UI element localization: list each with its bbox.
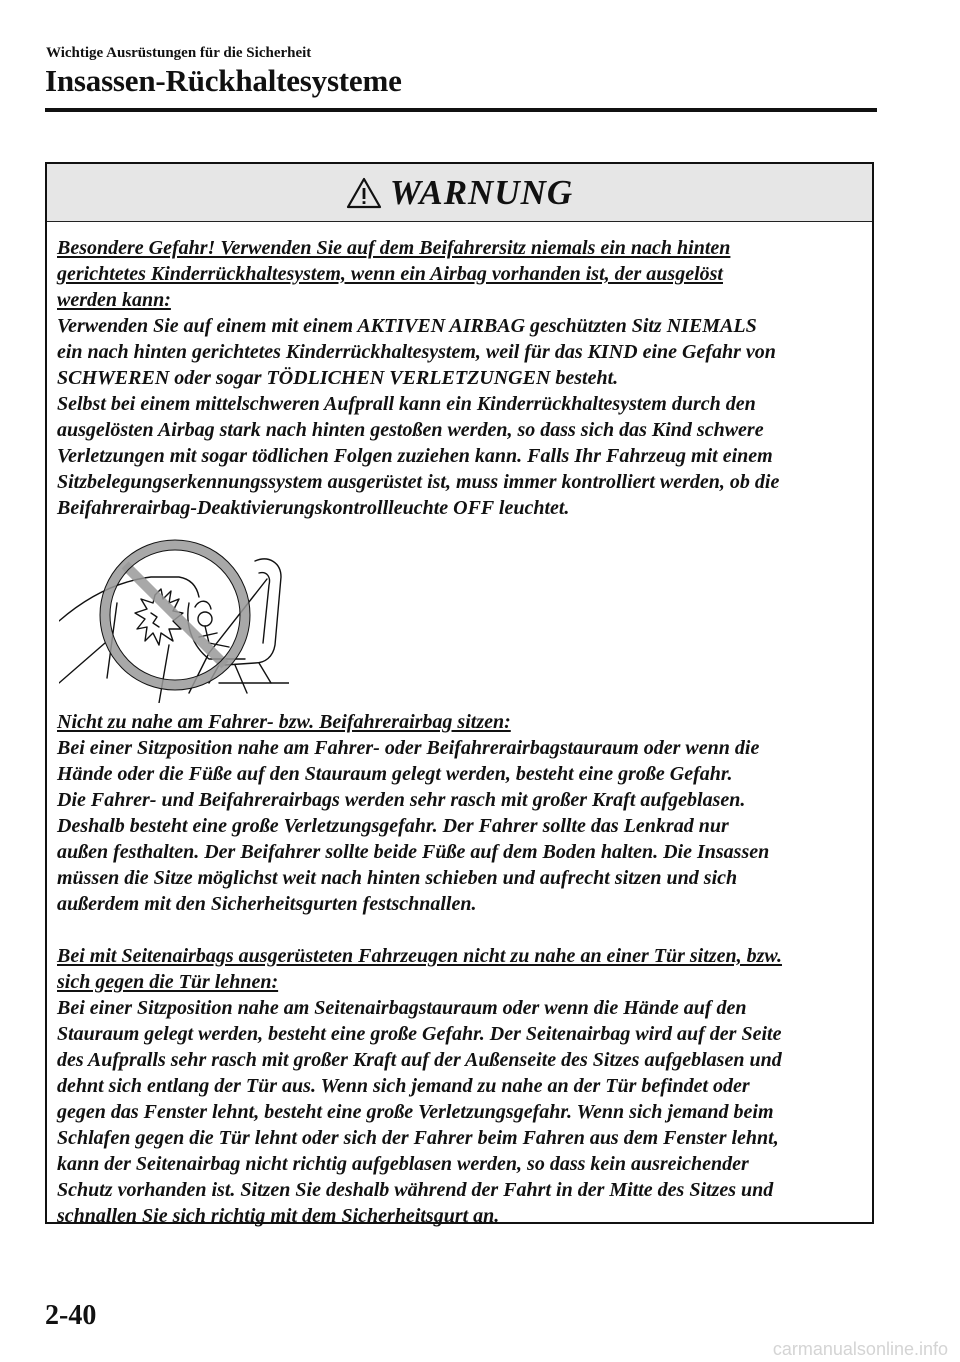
illustration-area [57, 521, 869, 709]
warning-box [45, 162, 874, 1227]
warning-heading-rear-facing-2: gerichtetes Kinderrückhaltesystem, wenn ein Airbag vorhanden ist, der ausgelöst [57, 263, 723, 285]
paragraph-line: schnallen Sie sich richtig mit dem Sicherheitsgurt an. [57, 1205, 500, 1227]
footer-watermark: carmanualsonline.info [772, 1339, 948, 1359]
page-number: 2-40 [45, 1300, 97, 1331]
warning-triangle-icon [346, 177, 382, 209]
paragraph-line: müssen die Sitze möglichst weit nach hinten schieben und aufrecht sitzen und sich [57, 867, 738, 889]
warning-heading-side-airbag-2: sich gegen die Tür lehnen: [57, 971, 279, 993]
paragraph-line: SCHWEREN oder sogar TÖDLICHEN VERLETZUNGEN besteht. [57, 367, 619, 389]
paragraph-line: Schlafen gegen die Tür lehnt oder sich der Fahrer beim Fahren aus dem Fenster lehnt, [57, 1127, 779, 1149]
page-title: Insassen-Rückhaltesysteme [45, 63, 402, 98]
warning-heading-rear-facing-1: Besondere Gefahr! Verwenden Sie auf dem Beifahrersitz niemals ein nach hinten [57, 237, 731, 259]
paragraph-line: kann der Seitenairbag nicht richtig aufgeblasen werden, so dass kein ausreichender [57, 1153, 749, 1175]
warning-title: WARNUNG [389, 173, 574, 212]
paragraph-line: Deshalb besteht eine große Verletzungsgefahr. Der Fahrer sollte das Lenkrad nur [57, 815, 729, 837]
paragraph-gap [57, 917, 869, 943]
paragraph-line: außen festhalten. Der Beifahrer sollte beide Füße auf dem Boden halten. Die Insassen [57, 841, 770, 863]
paragraph-line: Schutz vorhanden ist. Sitzen Sie deshalb während der Fahrt in der Mitte des Sitzes und [57, 1179, 774, 1201]
paragraph-line: des Aufpralls sehr rasch mit großer Kraft auf der Außenseite des Sitzes aufgeblasen und [57, 1049, 782, 1071]
paragraph-line: dehnt sich entlang der Tür aus. Wenn sich jemand zu nahe an der Tür befindet oder [57, 1075, 750, 1097]
paragraph-line: Verletzungen mit sogar tödlichen Folgen zuziehen kann. Falls Ihr Fahrzeug mit einem [57, 445, 773, 467]
paragraph-line: Verwenden Sie auf einem mit einem AKTIVEN AIRBAG geschützten Sitz NIEMALS [57, 315, 757, 337]
paragraph-line: Die Fahrer- und Beifahrerairbags werden sehr rasch mit großer Kraft aufgeblasen. [57, 789, 746, 811]
warning-body [57, 235, 869, 1229]
warning-heading-airbag-distance: Nicht zu nahe am Fahrer- bzw. Beifahrerairbag sitzen: [57, 711, 511, 733]
paragraph-line: Sitzbelegungserkennungssystem ausgerüstet ist, muss immer kontrolliert werden, ob die [57, 471, 780, 493]
paragraph-line: Bei einer Sitzposition nahe am Seitenairbagstauraum oder wenn die Hände auf den [57, 997, 747, 1019]
warning-heading-rear-facing-3: werden kann: [57, 289, 171, 311]
paragraph-line: Hände oder die Füße auf den Stauraum gelegt werden, besteht eine große Gefahr. [57, 763, 733, 785]
title-divider [45, 108, 877, 112]
paragraph-line: Selbst bei einem mittelschweren Aufprall kann ein Kinderrückhaltesystem durch den [57, 393, 756, 415]
section-label: Wichtige Ausrüstungen für die Sicherheit [46, 45, 312, 61]
rear-facing-child-seat-prohibited-illustration [59, 533, 289, 703]
paragraph-line: ein nach hinten gerichtetes Kinderrückhaltesystem, weil für das KIND eine Gefahr von [57, 341, 776, 363]
paragraph-line: Bei einer Sitzposition nahe am Fahrer- oder Beifahrerairbagstauraum oder wenn die [57, 737, 760, 759]
warning-heading-side-airbag-1: Bei mit Seitenairbags ausgerüsteten Fahrzeugen nicht zu nahe an einer Tür sitzen, bzw. [57, 945, 782, 967]
paragraph-line: Stauraum gelegt werden, besteht eine große Gefahr. Der Seitenairbag wird auf der Seite [57, 1023, 782, 1045]
warning-header [47, 164, 872, 222]
paragraph-line: ausgelösten Airbag stark nach hinten gestoßen werden, so dass sich das Kind schwere [57, 419, 764, 441]
paragraph-line: Beifahrerairbag-Deaktivierungskontrollleuchte OFF leuchtet. [57, 497, 570, 519]
paragraph-line: gegen das Fenster lehnt, besteht eine große Verletzungsgefahr. Wenn sich jemand beim [57, 1101, 774, 1123]
paragraph-line: außerdem mit den Sicherheitsgurten festschnallen. [57, 893, 477, 915]
